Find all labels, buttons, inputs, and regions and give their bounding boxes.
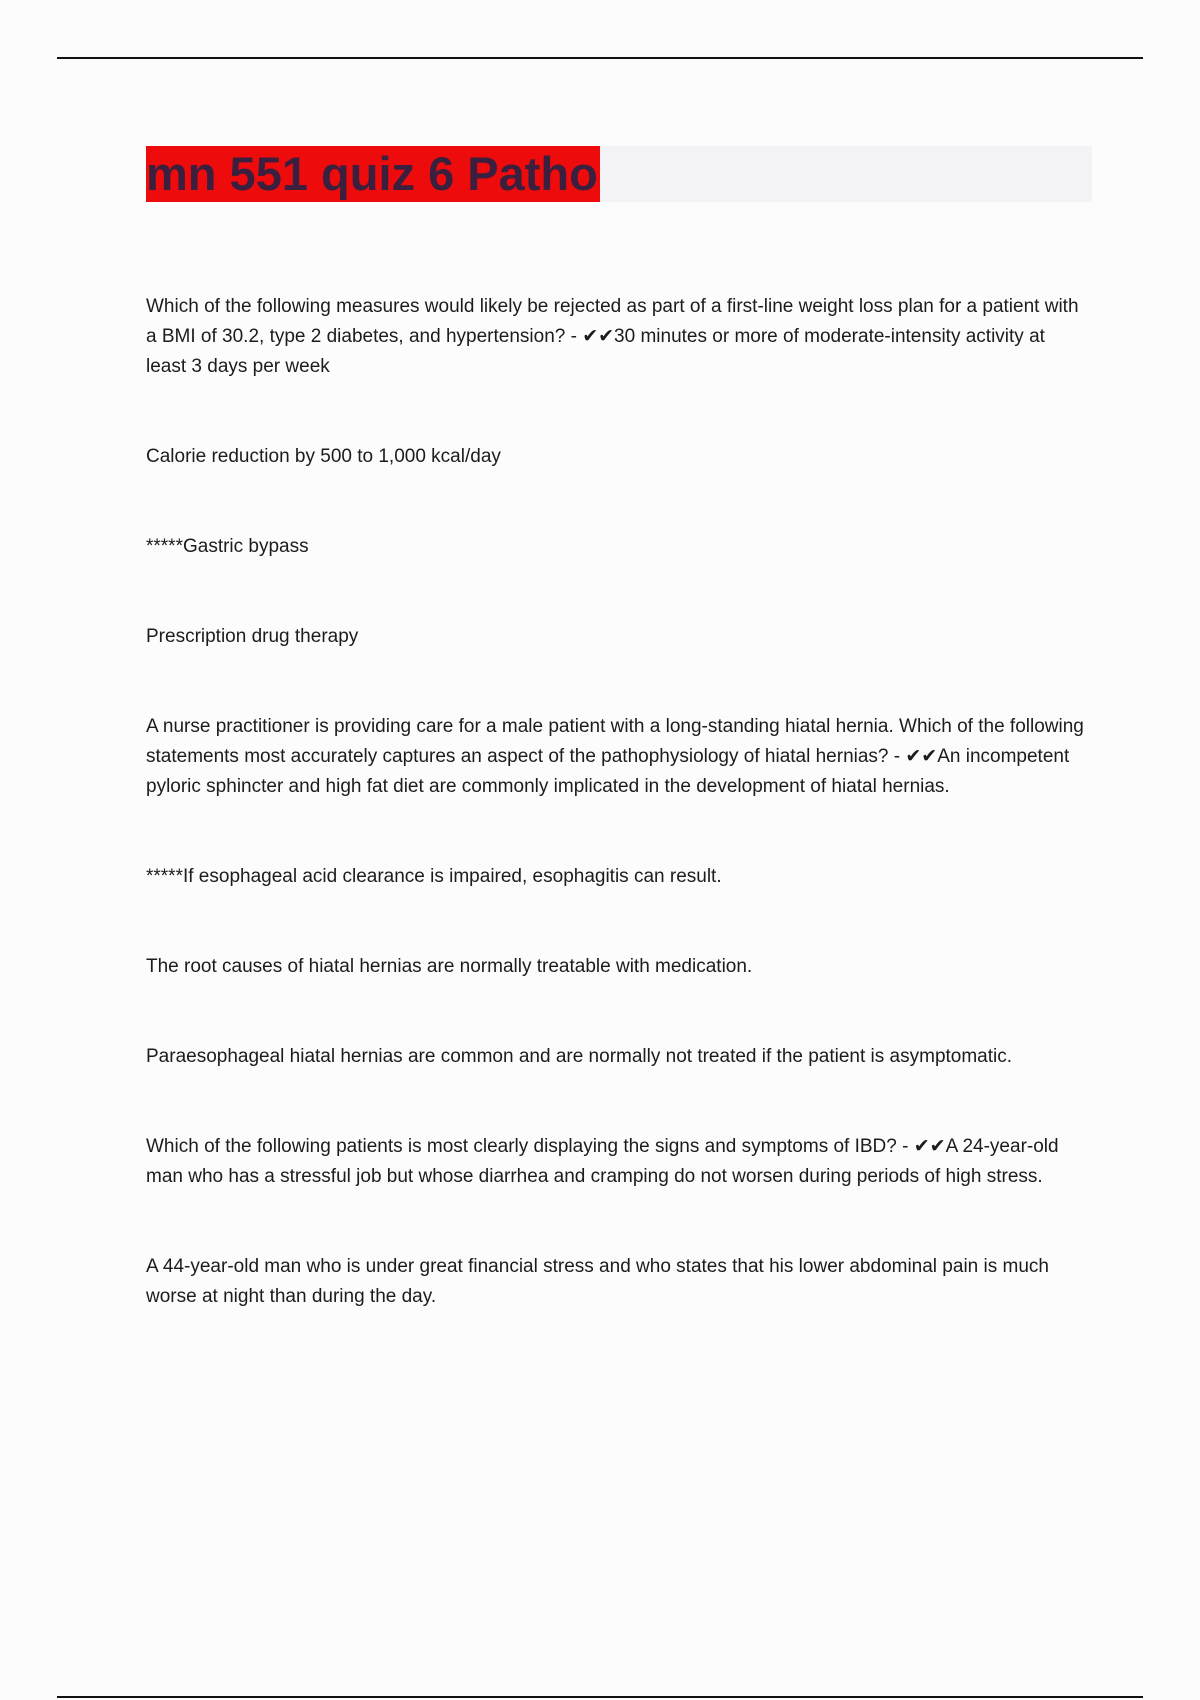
question-1: Which of the following measures would likely be rejected as part of a first-line weight loss plan for a patient with a BMI of 30.2, type 2 diabetes, and hypertension? - ✔✔30 minutes or more of moderate-intensity activity at least 3 days per week [146,296,1079,377]
option-root-causes: The root causes of hiatal hernias are normally treatable with medication. [146,956,753,977]
question-3: Which of the following patients is most clearly displaying the signs and symptoms of IBD? - ✔✔A 24-year-old man who has a stressful job but whose diarrhea and cramping do not worsen during periods of high stress. [146,1136,1059,1187]
question-2: A nurse practitioner is providing care for a male patient with a long-standing hiatal hernia. Which of the following statements most accurately captures an aspect of the pathophysiology of hiatal hernias? - ✔✔An incompetent pyloric sphincter and high fat diet are commonly implicated in the development of hiatal hernias. [146,716,1084,797]
option-gastric-bypass: *****Gastric bypass [146,536,309,557]
bottom-rule [57,1696,1143,1698]
option-prescription-drug: Prescription drug therapy [146,626,359,647]
option-44-year-old: A 44-year-old man who is under great financial stress and who states that his lower abdominal pain is much worse at night than during the day. [146,1256,1049,1307]
title-highlight [146,146,600,202]
option-paraesophageal: Paraesophageal hiatal hernias are common and are normally not treated if the patient is asymptomatic. [146,1046,1013,1067]
option-esophageal-acid: *****If esophageal acid clearance is impaired, esophagitis can result. [146,866,722,887]
document-body [146,292,1086,1312]
option-calorie-reduction: Calorie reduction by 500 to 1,000 kcal/day [146,446,501,467]
top-rule [57,57,1143,59]
document-title: mn 551 quiz 6 Patho [146,147,598,200]
